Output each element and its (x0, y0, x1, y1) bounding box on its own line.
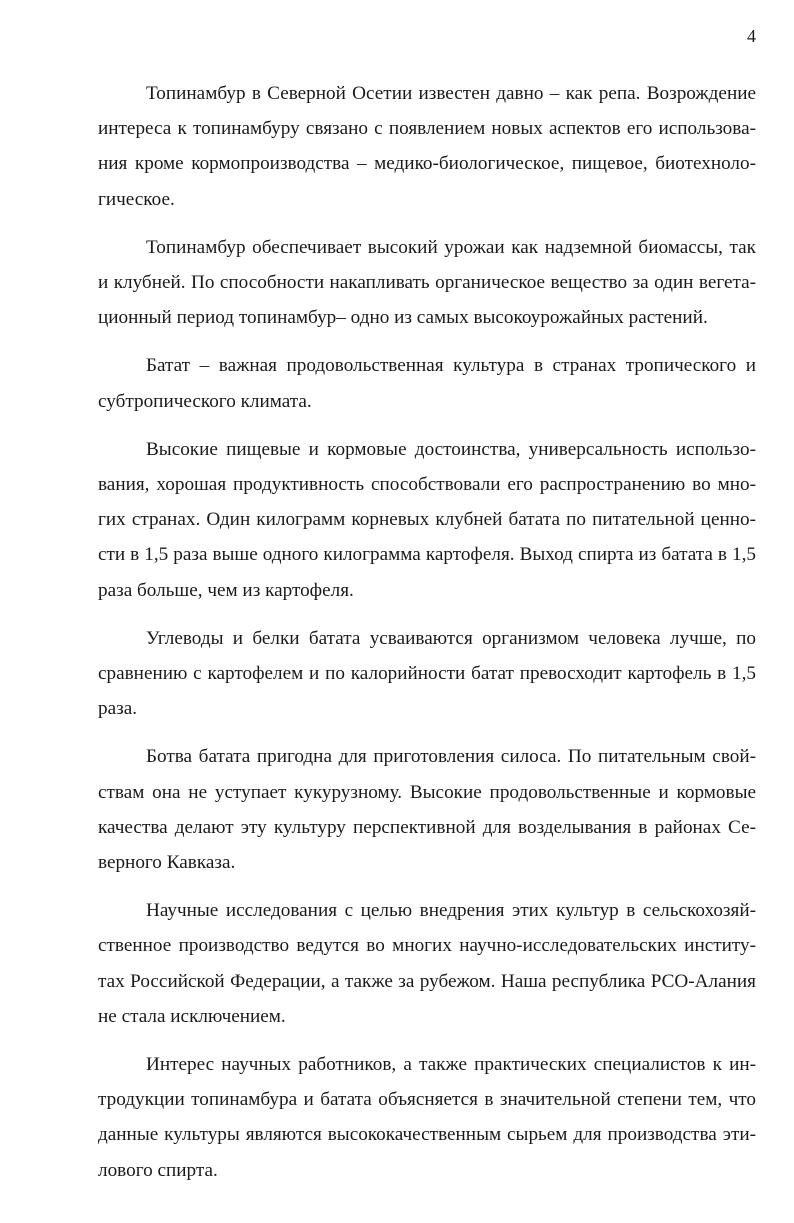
paragraph-topinambur-history: Топинамбур в Северной Осетии известен давно – как репа. Возрождение интереса к топинамбуру связано с появлением новых аспектов его использования кроме кормопроизводства – медико-биологическое, пищевое, биотехнологическое. (98, 83, 756, 210)
paragraph-interest: Интерес научных работников, а также практических специалистов к интродукции топинамбура и батата объясняется в значительной степени тем, что данные культуры являются высококачественным сырьем для производства этилового спирта. (98, 1054, 756, 1181)
paragraph-batat-nutrition: Углеводы и белки батата усваиваются организмом человека лучше, по сравнению с картофелем и по калорийности батат превосходит картофель в 1,5 раза. (98, 627, 756, 720)
paragraph-topinambur-yield: Топинамбур обеспечивает высокий урожаи как надземной биомассы, так и клубней. По способности накапливать органическое вещество за один вегетационный период топинамбур– одно из самых высокоурожайных растений. (98, 236, 756, 329)
paragraph-batat-intro: Батат – важная продовольственная культура в странах тропического и субтропического климата. (98, 355, 756, 412)
paragraph-batat-value: Высокие пищевые и кормовые достоинства, универсальность использования, хорошая продуктивность способствовали его распространению во многих странах. Один килограмм корневых клубней батата по питательной ценности в 1,5 раза выше одного килограмма картофеля. Выход спирта из батата в 1,5 раза больше, чем из картофеля. (98, 438, 756, 601)
page-number: 4 (747, 26, 756, 46)
paragraph-batat-silage: Ботва батата пригодна для приготовления силоса. По питательным свойствам она не уступает кукурузному. Высокие продовольственные и кормовые качества делают эту культуру перспективной для возделывания в районах Северного Кавказа. (98, 746, 756, 874)
paragraph-research: Научные исследования с целью внедрения этих культур в сельскохозяйственное производство ведутся во многих научно-исследовательских институтах Российской Федерации, а также за рубежом. Наша республика РСО-Алания не стала исключением. (98, 900, 756, 1027)
page-body (98, 76, 756, 1201)
